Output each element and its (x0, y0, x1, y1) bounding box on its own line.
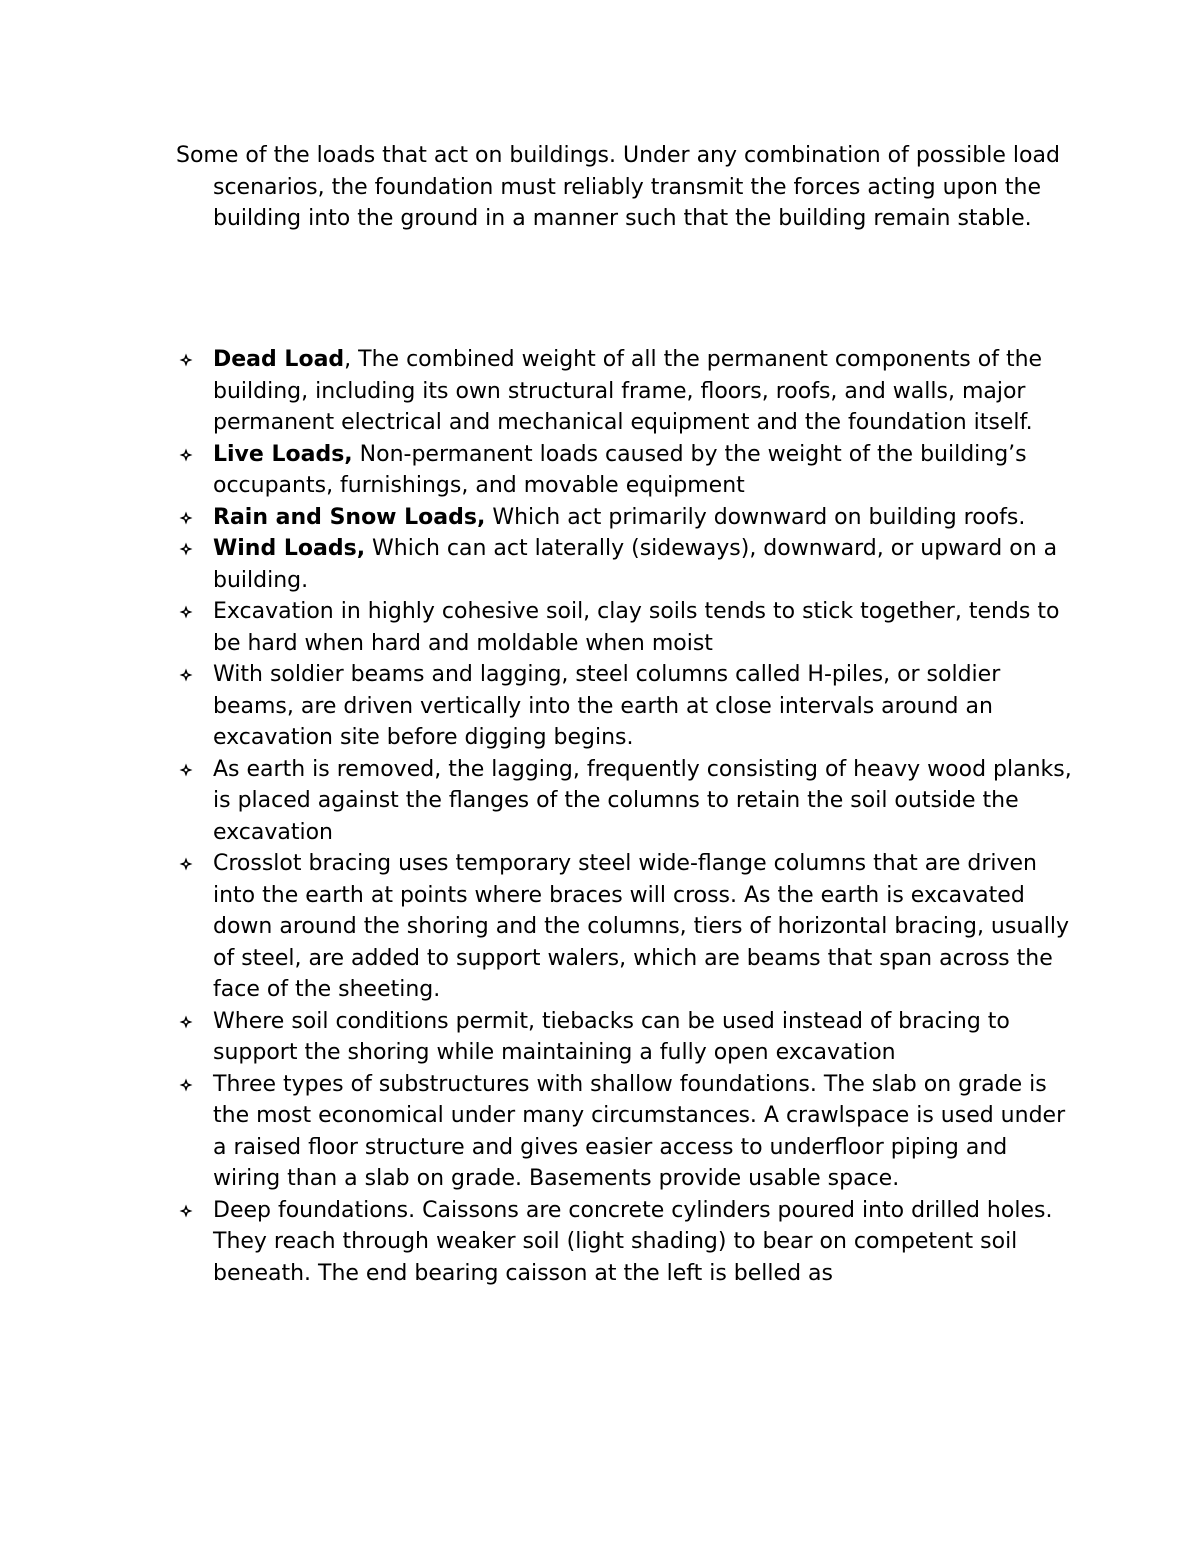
diamond-bullet-icon (179, 763, 193, 777)
item-text: Deep foundations. Caissons are concrete cylinders poured into drilled holes. They reach through weaker soil (light shading) to bear on competent soil beneath. The end bearing caisson at the left is belled as (213, 1197, 1053, 1286)
list-item (176, 502, 1076, 534)
term-label: Rain and Snow Loads, (213, 504, 486, 530)
item-text: , The combined weight of all the permanent components of the building, including its own structural frame, floors, roofs, and walls, major permanent electrical and mechanical equipment and the foundation itself. (213, 347, 1043, 435)
term-label: Live Loads, (213, 441, 353, 467)
item-text: Which can act laterally (sideways), downward, or upward on a building. (213, 536, 1058, 593)
diamond-bullet-icon (179, 1078, 193, 1092)
item-text: With soldier beams and lagging, steel columns called H-piles, or soldier beams, are driven vertically into the earth at close intervals around an excavation site before digging begins. (213, 662, 1001, 750)
list-item (176, 439, 1076, 502)
diamond-bullet-icon (179, 542, 193, 556)
item-text: Which act primarily downward on building roofs. (485, 504, 1026, 530)
list-item (176, 1006, 1076, 1069)
intro-paragraph: Some of the loads that act on buildings. Under any combination of possible load scenarios, the foundation must reliably transmit the forces acting upon the building into the ground in a manner such that the building remain stable. (176, 143, 1060, 231)
list-item (176, 596, 1076, 659)
item-text: Non-permanent loads caused by the weight of the building’s occupants, furnishings, and movable equipment (213, 441, 1027, 498)
diamond-bullet-icon (179, 857, 193, 871)
diamond-bullet-icon (179, 511, 193, 525)
diamond-bullet-icon (179, 1015, 193, 1029)
item-text: Three types of substructures with shallow foundations. The slab on grade is the most economical under many circumstances. A crawlspace is used under a raised floor structure and gives easier access to underfloor piping and wiring than a slab on grade. Basements provide usable space. (213, 1071, 1066, 1191)
item-text: Excavation in highly cohesive soil, clay soils tends to stick together, tends to be hard when hard and moldable when moist (213, 599, 1060, 656)
term-label: Wind Loads, (213, 536, 366, 561)
item-text: As earth is removed, the lagging, frequently consisting of heavy wood planks, is placed against the flanges of the columns to retain the soil outside the excavation (213, 756, 1072, 845)
list-item (176, 659, 1076, 754)
list-item (176, 344, 1076, 439)
diamond-bullet-icon (179, 448, 193, 462)
diamond-bullet-icon (179, 668, 193, 682)
bullet-list (176, 344, 1076, 1289)
diamond-bullet-icon (179, 353, 193, 367)
list-item (176, 848, 1076, 1006)
diamond-bullet-icon (179, 1204, 193, 1218)
diamond-bullet-icon (179, 605, 193, 619)
item-text: Where soil conditions permit, tiebacks can be used instead of bracing to support the shoring while maintaining a fully open excavation (213, 1008, 1010, 1065)
list-item (176, 754, 1076, 849)
list-item (176, 1069, 1076, 1195)
list-item (176, 1195, 1076, 1290)
term-label: Dead Load (213, 347, 345, 372)
item-text: Crosslot bracing uses temporary steel wide-flange columns that are driven into the earth at points where braces will cross. As the earth is excavated down around the shoring and the columns, tiers of horizontal bracing, usually of steel, are added to support walers, which are beams that span across the face of the sheeting. (213, 851, 1070, 1002)
list-item (176, 533, 1076, 596)
